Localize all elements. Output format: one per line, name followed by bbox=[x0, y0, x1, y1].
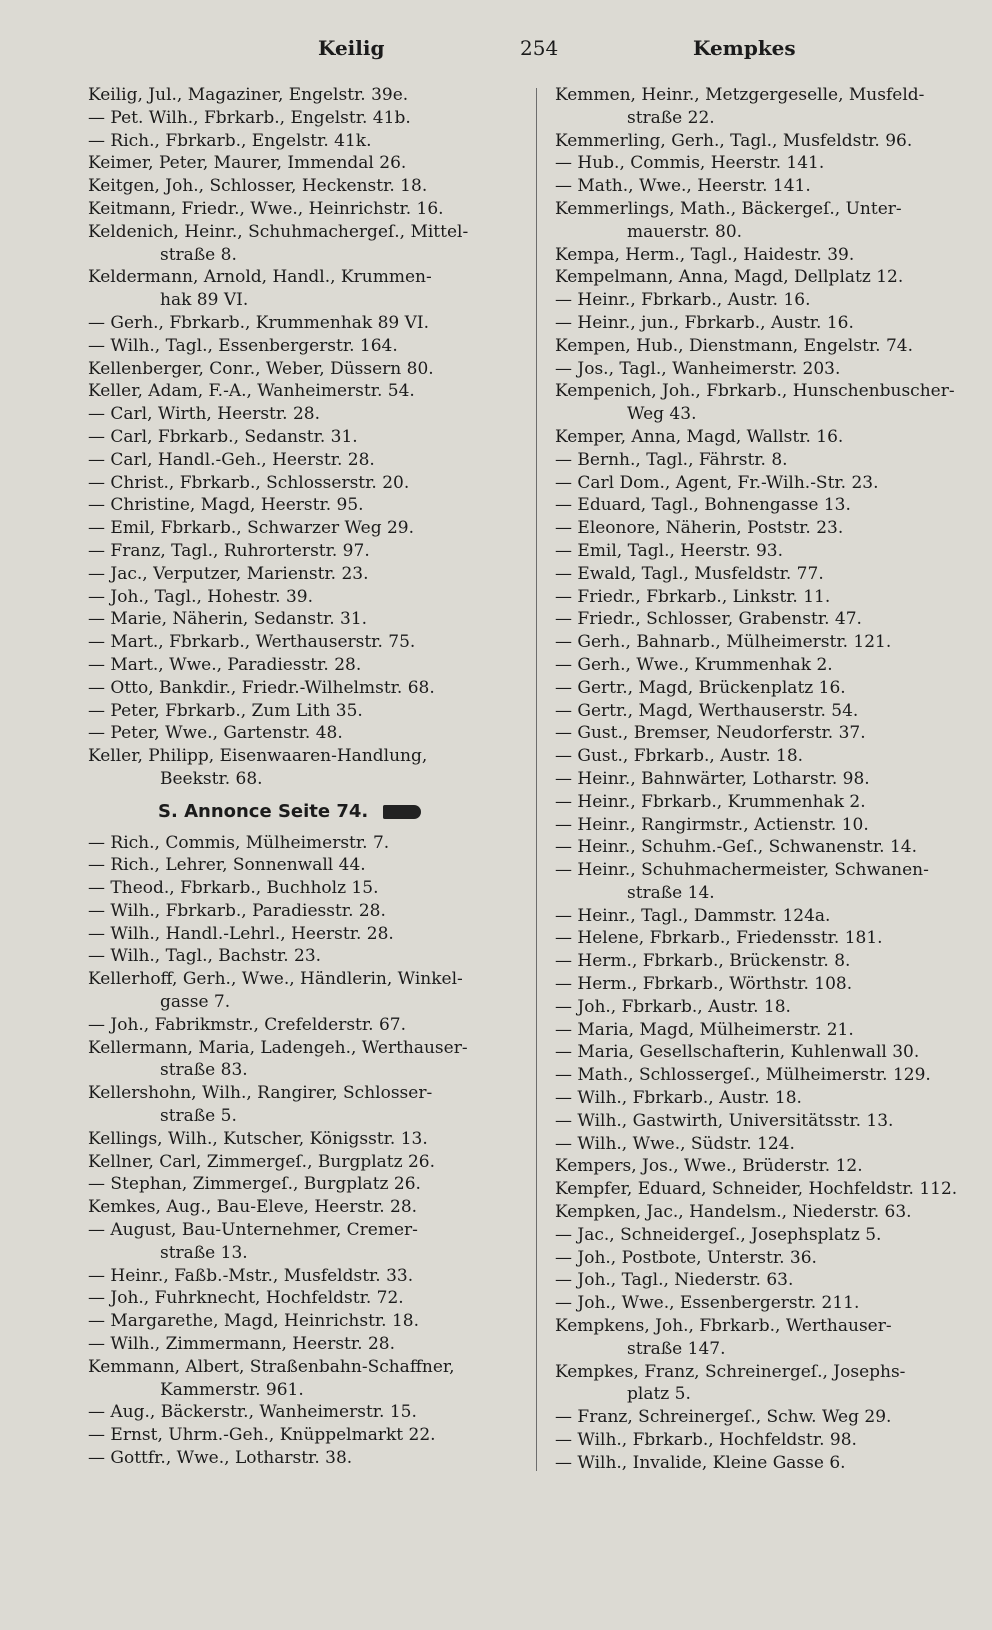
directory-entry bbox=[88, 1014, 528, 1037]
entry-continuation: straße 8. bbox=[160, 244, 237, 265]
directory-entry bbox=[88, 358, 528, 381]
entry-text: — August, Bau-Unternehmer, Cremer- bbox=[88, 1220, 418, 1241]
directory-entry bbox=[88, 426, 528, 449]
directory-entry bbox=[555, 335, 975, 358]
entry-text: — Heinr., jun., Fbrkarb., Austr. 16. bbox=[555, 312, 854, 333]
directory-entry bbox=[88, 1356, 528, 1402]
entry-text: — Gust., Fbrkarb., Austr. 18. bbox=[555, 746, 804, 767]
directory-entry bbox=[555, 130, 975, 153]
directory-entry bbox=[555, 768, 975, 791]
directory-entry bbox=[555, 1429, 975, 1452]
entry-text: — Carl, Handl.-Geh., Heerstr. 28. bbox=[88, 449, 375, 470]
directory-entry bbox=[555, 1178, 975, 1201]
directory-entry bbox=[555, 244, 975, 267]
directory-entry bbox=[88, 877, 528, 900]
directory-entry bbox=[555, 517, 975, 540]
entry-text: Kemper, Anna, Magd, Wallstr. 16. bbox=[555, 426, 844, 447]
directory-entry bbox=[88, 107, 528, 130]
entry-text: — Wilh., Fbrkarb., Austr. 18. bbox=[555, 1088, 802, 1109]
entry-text: — Hub., Commis, Heerstr. 141. bbox=[555, 153, 825, 174]
directory-entry bbox=[555, 289, 975, 312]
columns bbox=[88, 84, 982, 1475]
entry-text: — Jac., Verputzer, Marienstr. 23. bbox=[88, 563, 369, 584]
entry-text: Kempfer, Eduard, Schneider, Hochfeldstr. 112. bbox=[555, 1179, 958, 1200]
left-entry-list bbox=[88, 84, 528, 791]
directory-entry bbox=[88, 1333, 528, 1356]
directory-entry bbox=[555, 1406, 975, 1429]
entry-text: — Wilh., Handl.-Lehrl., Heerstr. 28. bbox=[88, 923, 394, 944]
directory-entry bbox=[88, 312, 528, 335]
directory-entry bbox=[555, 950, 975, 973]
entry-text: — Maria, Magd, Mülheimerstr. 21. bbox=[555, 1019, 854, 1040]
directory-entry bbox=[88, 968, 528, 1014]
directory-entry bbox=[555, 1247, 975, 1270]
directory-entry bbox=[88, 700, 528, 723]
directory-entry bbox=[555, 814, 975, 837]
entry-text: Kempken, Jac., Handelsm., Niederstr. 63. bbox=[555, 1202, 912, 1223]
entry-text: — Mart., Fbrkarb., Werthauserstr. 75. bbox=[88, 632, 416, 653]
entry-text: — Joh., Tagl., Hohestr. 39. bbox=[88, 586, 314, 607]
directory-entry bbox=[555, 380, 975, 426]
entry-text: — Math., Schlossergeſ., Mülheimerstr. 129. bbox=[555, 1065, 931, 1086]
directory-entry bbox=[555, 1452, 975, 1475]
directory-entry bbox=[88, 198, 528, 221]
entry-text: — Carl, Wirth, Heerstr. 28. bbox=[88, 404, 320, 425]
directory-entry bbox=[88, 1424, 528, 1447]
entry-text: Kemmen, Heinr., Metzgergeselle, Musfeld- bbox=[555, 85, 925, 105]
directory-entry bbox=[555, 426, 975, 449]
directory-entry bbox=[555, 586, 975, 609]
directory-entry bbox=[88, 175, 528, 198]
entry-text: — Franz, Tagl., Ruhrorterstr. 97. bbox=[88, 540, 370, 561]
entry-text: — Gertr., Magd, Brückenplatz 16. bbox=[555, 677, 846, 698]
pointing-hand-icon bbox=[383, 805, 421, 819]
entry-text: — Ewald, Tagl., Musfeldstr. 77. bbox=[555, 563, 824, 584]
entry-text: Kellings, Wilh., Kutscher, Königsstr. 13. bbox=[88, 1128, 428, 1149]
directory-entry bbox=[88, 1447, 528, 1470]
directory-entry bbox=[88, 1310, 528, 1333]
directory-entry bbox=[555, 1064, 975, 1087]
entry-text: — Wilh., Tagl., Bachstr. 23. bbox=[88, 946, 322, 967]
entry-continuation: gasse 7. bbox=[160, 992, 231, 1013]
entry-continuation: mauerstr. 80. bbox=[627, 221, 743, 242]
directory-entry bbox=[88, 1037, 528, 1083]
entry-text: — Heinr., Fbrkarb., Austr. 16. bbox=[555, 290, 811, 311]
directory-entry bbox=[88, 494, 528, 517]
entry-text: Kempkens, Joh., Fbrkarb., Werthauser- bbox=[555, 1316, 892, 1337]
entry-text: — Emil, Fbrkarb., Schwarzer Weg 29. bbox=[88, 518, 415, 539]
directory-entry bbox=[555, 1019, 975, 1042]
entry-continuation: straße 14. bbox=[627, 882, 715, 903]
directory-entry bbox=[555, 1133, 975, 1156]
directory-entry bbox=[88, 832, 528, 855]
entry-text: — Marie, Näherin, Sedanstr. 31. bbox=[88, 609, 368, 630]
directory-entry bbox=[555, 1110, 975, 1133]
directory-entry bbox=[555, 608, 975, 631]
entry-text: — Friedr., Schlosser, Grabenstr. 47. bbox=[555, 609, 862, 630]
header-left-keyword: Keilig bbox=[318, 36, 385, 60]
directory-entry bbox=[88, 854, 528, 877]
directory-entry bbox=[88, 540, 528, 563]
annonce-note bbox=[88, 801, 528, 824]
directory-entry bbox=[88, 1287, 528, 1310]
entry-text: — Herm., Fbrkarb., Brückenstr. 8. bbox=[555, 951, 851, 972]
entry-text: — Eduard, Tagl., Bohnengasse 13. bbox=[555, 495, 851, 516]
entry-text: — Heinr., Schuhmachermeister, Schwanen- bbox=[555, 860, 929, 881]
entry-text: — Heinr., Rangirmstr., Actienstr. 10. bbox=[555, 814, 869, 835]
entry-text: — Theod., Fbrkarb., Buchholz 15. bbox=[88, 878, 379, 899]
entry-text: — Mart., Wwe., Paradiesstr. 28. bbox=[88, 654, 362, 675]
entry-text: Kellermann, Maria, Ladengeh., Werthauser- bbox=[88, 1037, 468, 1058]
entry-text: — Carl Dom., Agent, Fr.-Wilh.-Str. 23. bbox=[555, 472, 879, 493]
entry-text: Kemmerling, Gerh., Tagl., Musfeldstr. 96. bbox=[555, 130, 913, 151]
directory-entry bbox=[555, 358, 975, 381]
entry-continuation: Kammerstr. 961. bbox=[160, 1379, 304, 1400]
entry-text: — Wilh., Fbrkarb., Hochfeldstr. 98. bbox=[555, 1430, 857, 1451]
entry-text: — Wilh., Wwe., Südstr. 124. bbox=[555, 1133, 795, 1154]
directory-entry bbox=[88, 586, 528, 609]
directory-entry bbox=[88, 1219, 528, 1265]
directory-entry bbox=[555, 1041, 975, 1064]
entry-text: — Joh., Postbote, Unterstr. 36. bbox=[555, 1247, 817, 1268]
entry-text: — Joh., Fabrikmstr., Crefelderstr. 67. bbox=[88, 1014, 406, 1035]
entry-text: Keitgen, Joh., Schlosser, Heckenstr. 18. bbox=[88, 176, 428, 197]
directory-entry bbox=[88, 654, 528, 677]
entry-text: — Peter, Fbrkarb., Zum Lith 35. bbox=[88, 700, 363, 721]
entry-text: — Wilh., Fbrkarb., Paradiesstr. 28. bbox=[88, 900, 386, 921]
entry-text: — Heinr., Schuhm.-Geſ., Schwanenstr. 14. bbox=[555, 837, 917, 858]
directory-entry bbox=[88, 472, 528, 495]
entry-text: — Heinr., Bahnwärter, Lotharstr. 98. bbox=[555, 768, 870, 789]
entry-text: — Gottfr., Wwe., Lotharstr. 38. bbox=[88, 1448, 353, 1469]
directory-entry bbox=[555, 449, 975, 472]
entry-text: — Heinr., Fbrkarb., Krummenhak 2. bbox=[555, 791, 866, 812]
annonce-text: S. Annonce Seite 74. bbox=[158, 800, 369, 822]
entry-text: Kempenich, Joh., Fbrkarb., Hunschenbuscher- bbox=[555, 381, 955, 402]
entry-text: Keldenich, Heinr., Schuhmachergeſ., Mittel- bbox=[88, 221, 469, 242]
entry-continuation: straße 147. bbox=[627, 1338, 726, 1359]
directory-entry bbox=[88, 84, 528, 107]
left-column bbox=[88, 84, 536, 1475]
entry-text: — Heinr., Tagl., Dammstr. 124a. bbox=[555, 905, 831, 926]
directory-entry bbox=[555, 1224, 975, 1247]
entry-continuation: straße 22. bbox=[627, 107, 715, 128]
entry-text: — Franz, Schreinergeſ., Schw. Weg 29. bbox=[555, 1407, 892, 1428]
entry-text: — Emil, Tagl., Heerstr. 93. bbox=[555, 540, 784, 561]
directory-entry bbox=[555, 996, 975, 1019]
directory-entry bbox=[88, 563, 528, 586]
directory-entry bbox=[555, 1361, 975, 1407]
entry-text: Keilig, Jul., Magaziner, Engelstr. 39e. bbox=[88, 85, 409, 105]
entry-text: — Carl, Fbrkarb., Sedanstr. 31. bbox=[88, 426, 358, 447]
page-number: 254 bbox=[520, 36, 559, 60]
directory-entry bbox=[555, 1269, 975, 1292]
entry-text: — Christ., Fbrkarb., Schlosserstr. 20. bbox=[88, 472, 410, 493]
entry-continuation: Weg 43. bbox=[627, 404, 697, 425]
directory-entry bbox=[555, 472, 975, 495]
directory-entry bbox=[88, 900, 528, 923]
entry-text: — Rich., Fbrkarb., Engelstr. 41k. bbox=[88, 130, 372, 151]
entry-continuation: hak 89 VI. bbox=[160, 290, 249, 311]
directory-entry bbox=[88, 677, 528, 700]
directory-entry bbox=[555, 859, 975, 905]
entry-text: Keller, Adam, F.-A., Wanheimerstr. 54. bbox=[88, 381, 415, 402]
entry-text: — Jac., Schneidergeſ., Josephsplatz 5. bbox=[555, 1224, 882, 1245]
entry-text: Kempkes, Franz, Schreinergeſ., Josephs- bbox=[555, 1361, 906, 1382]
directory-entry bbox=[88, 923, 528, 946]
entry-text: — Aug., Bäckerstr., Wanheimerstr. 15. bbox=[88, 1402, 417, 1423]
entry-text: — Jos., Tagl., Wanheimerstr. 203. bbox=[555, 358, 841, 379]
entry-text: — Helene, Fbrkarb., Friedensstr. 181. bbox=[555, 928, 883, 949]
entry-text: — Rich., Commis, Mülheimerstr. 7. bbox=[88, 832, 390, 853]
directory-entry bbox=[555, 1292, 975, 1315]
entry-text: Kemkes, Aug., Bau-Eleve, Heerstr. 28. bbox=[88, 1197, 418, 1218]
entry-text: — Friedr., Fbrkarb., Linkstr. 11. bbox=[555, 586, 831, 607]
entry-text: Kempen, Hub., Dienstmann, Engelstr. 74. bbox=[555, 335, 913, 356]
directory-entry bbox=[88, 1173, 528, 1196]
entry-text: — Heinr., Faßb.-Mstr., Musfeldstr. 33. bbox=[88, 1265, 414, 1286]
directory-entry bbox=[88, 1401, 528, 1424]
entry-text: — Eleonore, Näherin, Poststr. 23. bbox=[555, 518, 844, 539]
entry-text: — Wilh., Tagl., Essenbergerstr. 164. bbox=[88, 335, 398, 356]
directory-entry bbox=[88, 335, 528, 358]
directory-entry bbox=[555, 494, 975, 517]
directory-entry bbox=[88, 1128, 528, 1151]
directory-entry bbox=[88, 1196, 528, 1219]
entry-text: — Wilh., Invalide, Kleine Gasse 6. bbox=[555, 1452, 846, 1473]
directory-entry bbox=[555, 1087, 975, 1110]
entry-text: — Joh., Fbrkarb., Austr. 18. bbox=[555, 996, 791, 1017]
directory-entry bbox=[555, 745, 975, 768]
entry-text: — Peter, Wwe., Gartenstr. 48. bbox=[88, 723, 343, 744]
directory-entry bbox=[88, 1151, 528, 1174]
entry-text: Kemmerlings, Math., Bäckergeſ., Unter- bbox=[555, 198, 902, 219]
directory-entry bbox=[555, 1315, 975, 1361]
entry-text: — Gerh., Fbrkarb., Krummenhak 89 VI. bbox=[88, 312, 430, 333]
directory-entry bbox=[555, 1155, 975, 1178]
entry-continuation: straße 83. bbox=[160, 1060, 248, 1081]
entry-text: — Wilh., Zimmermann, Heerstr. 28. bbox=[88, 1334, 395, 1355]
entry-text: Kempers, Jos., Wwe., Brüderstr. 12. bbox=[555, 1156, 863, 1177]
entry-text: — Joh., Wwe., Essenbergerstr. 211. bbox=[555, 1293, 860, 1314]
entry-continuation: Beekstr. 68. bbox=[160, 768, 263, 789]
entry-text: — Bernh., Tagl., Fährstr. 8. bbox=[555, 449, 788, 470]
directory-entry bbox=[555, 540, 975, 563]
entry-text: — Gerh., Wwe., Krummenhak 2. bbox=[555, 654, 833, 675]
entry-text: Kellershohn, Wilh., Rangirer, Schlosser- bbox=[88, 1083, 433, 1104]
directory-entry bbox=[88, 722, 528, 745]
directory-entry bbox=[88, 517, 528, 540]
header-right-keyword: Kempkes bbox=[693, 36, 796, 60]
directory-entry bbox=[555, 654, 975, 677]
directory-entry bbox=[555, 677, 975, 700]
directory-entry bbox=[555, 312, 975, 335]
entry-text: — Joh., Fuhrknecht, Hochfeldstr. 72. bbox=[88, 1288, 404, 1309]
entry-text: — Joh., Tagl., Niederstr. 63. bbox=[555, 1270, 794, 1291]
directory-entry bbox=[88, 380, 528, 403]
entry-continuation: platz 5. bbox=[627, 1384, 691, 1405]
entry-text: — Wilh., Gastwirth, Universitätsstr. 13. bbox=[555, 1110, 894, 1131]
entry-text: — Margarethe, Magd, Heinrichstr. 18. bbox=[88, 1311, 420, 1332]
directory-entry bbox=[555, 1201, 975, 1224]
directory-entry bbox=[88, 1082, 528, 1128]
directory-entry bbox=[88, 221, 528, 267]
entry-text: — Pet. Wilh., Fbrkarb., Engelstr. 41b. bbox=[88, 107, 411, 128]
directory-entry bbox=[88, 403, 528, 426]
directory-entry bbox=[555, 152, 975, 175]
directory-entry bbox=[555, 563, 975, 586]
entry-text: Kempa, Herm., Tagl., Haidestr. 39. bbox=[555, 244, 855, 265]
entry-text: — Ernst, Uhrm.-Geh., Knüppelmarkt 22. bbox=[88, 1425, 436, 1446]
directory-entry bbox=[555, 927, 975, 950]
entry-text: — Maria, Gesellschafterin, Kuhlenwall 30. bbox=[555, 1042, 920, 1063]
directory-entry bbox=[88, 266, 528, 312]
directory-entry bbox=[88, 449, 528, 472]
left-entry-list-2 bbox=[88, 832, 528, 1470]
directory-entry bbox=[555, 836, 975, 859]
entry-text: — Gerh., Bahnarb., Mülheimerstr. 121. bbox=[555, 632, 892, 653]
directory-entry bbox=[88, 130, 528, 153]
entry-text: — Christine, Magd, Heerstr. 95. bbox=[88, 495, 364, 516]
entry-text: — Rich., Lehrer, Sonnenwall 44. bbox=[88, 855, 366, 876]
entry-text: Kellerhoff, Gerh., Wwe., Händlerin, Winkel- bbox=[88, 969, 463, 990]
directory-entry bbox=[555, 266, 975, 289]
entry-text: Keitmann, Friedr., Wwe., Heinrichstr. 16. bbox=[88, 198, 444, 219]
entry-text: — Stephan, Zimmergeſ., Burgplatz 26. bbox=[88, 1174, 421, 1195]
directory-entry bbox=[88, 1265, 528, 1288]
entry-text: — Gust., Bremser, Neudorferstr. 37. bbox=[555, 723, 866, 744]
directory-entry bbox=[555, 84, 975, 130]
entry-text: Kellenberger, Conr., Weber, Düssern 80. bbox=[88, 358, 434, 379]
directory-entry bbox=[555, 905, 975, 928]
directory-entry bbox=[555, 722, 975, 745]
entry-text: — Math., Wwe., Heerstr. 141. bbox=[555, 176, 811, 197]
entry-text: — Otto, Bankdir., Friedr.-Wilhelmstr. 68. bbox=[88, 677, 435, 698]
directory-entry bbox=[88, 608, 528, 631]
directory-entry bbox=[555, 175, 975, 198]
entry-text: Keller, Philipp, Eisenwaaren-Handlung, bbox=[88, 746, 428, 767]
entry-text: Keimer, Peter, Maurer, Immendal 26. bbox=[88, 153, 407, 174]
directory-entry bbox=[555, 973, 975, 996]
entry-text: — Herm., Fbrkarb., Wörthstr. 108. bbox=[555, 974, 853, 995]
directory-entry bbox=[88, 945, 528, 968]
entry-text: Kempelmann, Anna, Magd, Dellplatz 12. bbox=[555, 267, 904, 288]
directory-entry bbox=[555, 700, 975, 723]
directory-entry bbox=[88, 745, 528, 791]
entry-text: — Gertr., Magd, Werthauserstr. 54. bbox=[555, 700, 859, 721]
directory-entry bbox=[88, 631, 528, 654]
entry-continuation: straße 5. bbox=[160, 1106, 237, 1127]
entry-text: Kellner, Carl, Zimmergeſ., Burgplatz 26. bbox=[88, 1151, 436, 1172]
entry-text: Keldermann, Arnold, Handl., Krummen- bbox=[88, 267, 432, 288]
page-header bbox=[88, 28, 982, 84]
entry-text: Kemmann, Albert, Straßenbahn-Schaffner, bbox=[88, 1356, 455, 1377]
directory-entry bbox=[555, 791, 975, 814]
right-entry-list bbox=[555, 84, 975, 1475]
right-column bbox=[537, 84, 975, 1475]
directory-entry bbox=[88, 152, 528, 175]
directory-entry bbox=[555, 198, 975, 244]
directory-entry bbox=[555, 631, 975, 654]
entry-continuation: straße 13. bbox=[160, 1242, 248, 1263]
